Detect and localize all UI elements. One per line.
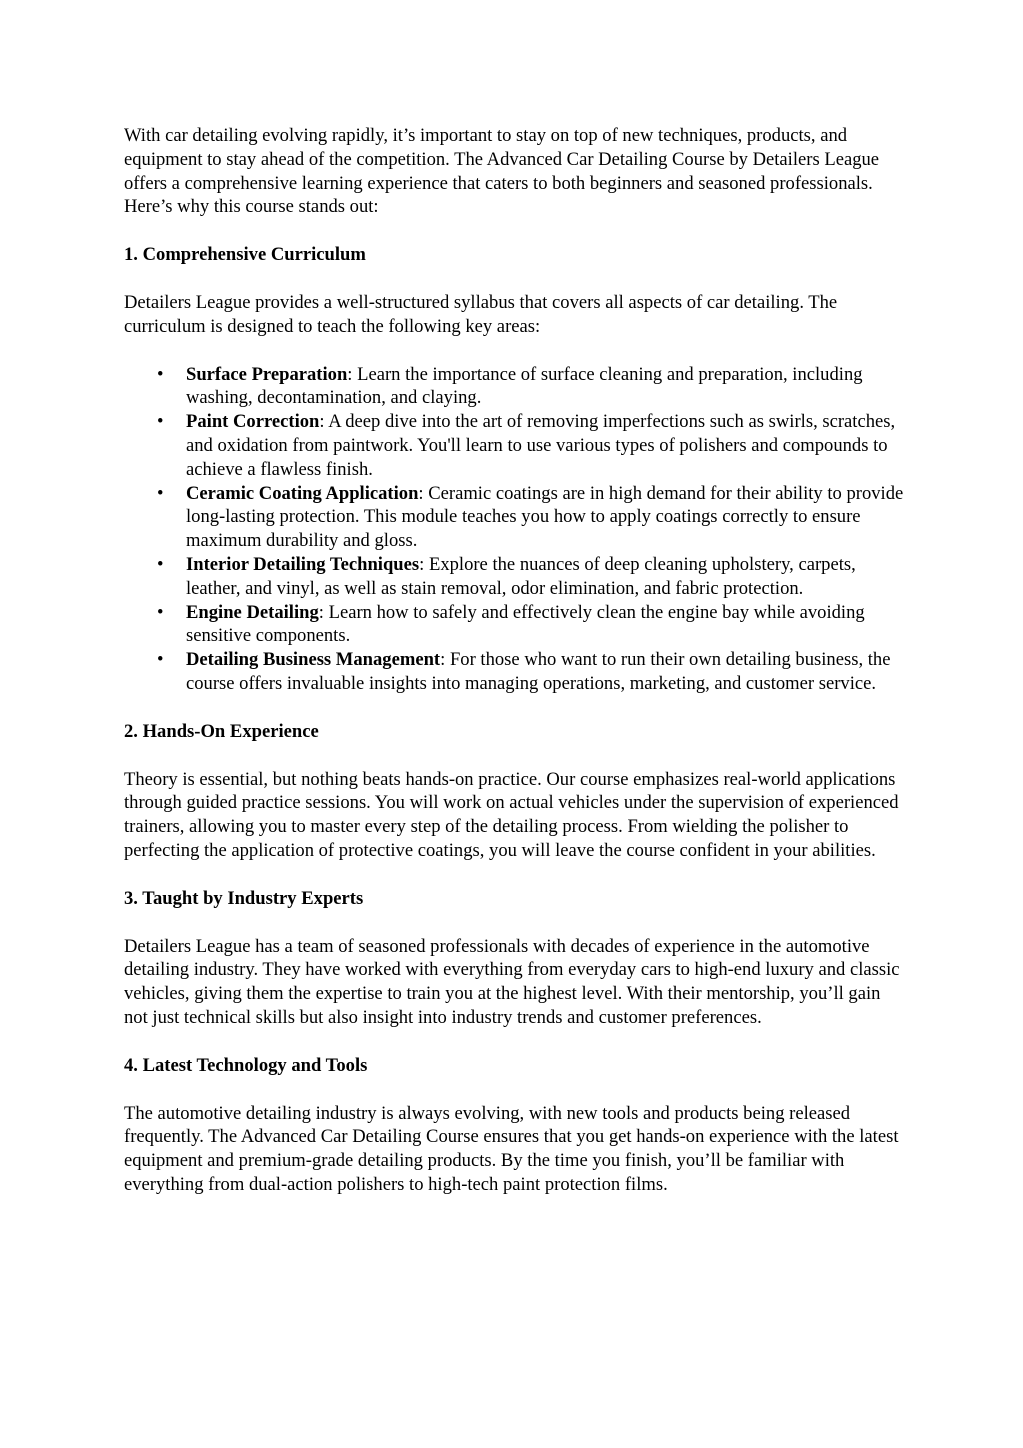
bullet-icon: • [157,411,164,433]
list-item-text: : Learn how to safely and effectively clean the engine bay while avoiding sensitive components. [186,601,865,647]
list-item-text: : A deep dive into the art of removing imperfections such as swirls, scratches, and oxidation from paintwork. You'll learn to use various types of polishers and compounds to achieve a flawless finish. [186,411,896,480]
list-item-term: Paint Correction [186,411,320,433]
document-page [124,124,904,1221]
bullet-icon: • [157,553,164,575]
section-body-technology: The automotive detailing industry is always evolving, with new tools and products being released frequently. The Advanced Car Detailing Course ensures that you get hands-on experience with the latest equipment and premium-grade detailing products. By the time you finish, you’ll be familiar with everything from dual-action polishers to high-tech paint protection films. [124,1102,899,1195]
section-body-curriculum: Detailers League provides a well-structured syllabus that covers all aspects of car detailing. The curriculum is designed to teach the following key areas: [124,291,838,337]
section-heading-experts: 3. Taught by Industry Experts [124,887,364,909]
list-item-term: Ceramic Coating Application [186,482,419,504]
list-item-term: Detailing Business Management [186,649,441,671]
list-item-term: Interior Detailing Techniques [186,553,420,575]
list-item [157,410,904,481]
bullet-icon: • [157,363,164,385]
bullet-icon: • [157,482,164,504]
list-item [157,648,904,696]
list-item-text: : Learn the importance of surface cleaning and preparation, including washing, decontamination, and claying. [186,363,863,409]
section-heading-hands-on: 2. Hands-On Experience [124,720,319,742]
list-item [157,553,904,601]
list-item [157,601,904,649]
section-heading-curriculum: 1. Comprehensive Curriculum [124,244,366,266]
bullet-icon: • [157,601,164,623]
list-item [157,482,904,553]
curriculum-list [124,363,904,696]
list-item-term: Surface Preparation [186,363,348,385]
list-item-term: Engine Detailing [186,601,319,623]
section-heading-technology: 4. Latest Technology and Tools [124,1054,368,1076]
section-body-experts: Detailers League has a team of seasoned professionals with decades of experience in the automotive detailing industry. They have worked with everything from everyday cars to high-end luxury and classic vehicles, giving them the expertise to train you at the highest level. With their mentorship, you’ll gain not just technical skills but also insight into industry trends and customer preferences. [124,935,900,1028]
list-item-text: : Ceramic coatings are in high demand for their ability to provide long-lasting protection. This module teaches you how to apply coatings correctly to ensure maximum durability and gloss. [186,482,904,552]
list-item-text: : For those who want to run their own detailing business, the course offers invaluable insights into managing operations, marketing, and customer service. [186,649,891,694]
bullet-icon: • [157,649,164,671]
section-body-hands-on: Theory is essential, but nothing beats hands-on practice. Our course emphasizes real-world applications through guided practice sessions. You will work on actual vehicles under the supervision of experienced trainers, allowing you to master every step of the detailing process. From wielding the polisher to perfecting the application of protective coatings, you will leave the course confident in your abilities. [124,768,899,861]
intro-paragraph: With car detailing evolving rapidly, it’s important to stay on top of new techniques, products, and equipment to stay ahead of the competition. The Advanced Car Detailing Course by Detailers League offers a comprehensive learning experience that caters to both beginners and seasoned professionals. Here’s why this course stands out: [124,125,880,218]
list-item-text: : Explore the nuances of deep cleaning upholstery, carpets, leather, and vinyl, as well as stain removal, odor elimination, and fabric protection. [186,553,856,599]
list-item [157,363,904,411]
